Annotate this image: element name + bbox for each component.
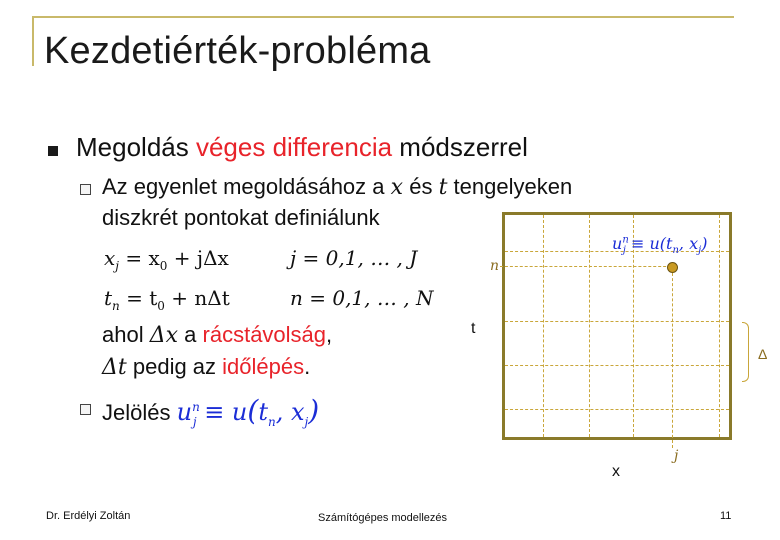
notation-label: Jelölés — [102, 400, 171, 425]
equation-tn: $t_n = t_0 + n\Delta t$ — [104, 286, 230, 313]
sub-bullet-box-icon-2 — [80, 404, 91, 415]
ahol-line: ahol Δx a rácstávolság, — [102, 322, 333, 348]
pedig-line: Δt pedig az időlépés. — [102, 354, 311, 380]
sub1-x-var: x — [390, 175, 404, 200]
title-frame-top — [32, 16, 734, 18]
bullet-main-suffix: módszerrel — [399, 132, 528, 162]
sub-bullet-line1 — [102, 174, 572, 200]
delta-brace — [742, 322, 749, 382]
footer-author: Dr. Erdélyi Zoltán — [46, 510, 131, 522]
x-axis-label: x — [612, 463, 620, 480]
n-label: n — [490, 258, 500, 274]
sub1-text-a: Az egyenlet megoldásához a — [102, 174, 385, 199]
footer-page-number: 11 — [720, 510, 732, 522]
sub-bullet-box-icon — [80, 184, 91, 195]
grid-point-marker — [667, 262, 678, 273]
sub-bullet-line2: diszkrét pontokat definiálunk — [102, 205, 380, 230]
title-frame-left — [32, 16, 34, 66]
equation-n-range: n = 0,1, … , N — [290, 286, 434, 310]
equation-xj: $x_j = x_0 + j\Delta x$ — [104, 246, 229, 273]
bullet-main — [76, 132, 528, 163]
t-axis-label: t — [471, 320, 476, 337]
grid-col-j — [672, 268, 673, 448]
slide-title: Kezdetiérték-probléma — [44, 30, 431, 72]
pedig-highlight: időlépés — [222, 354, 305, 379]
equation-j-range: j = 0,1, … , J — [290, 246, 418, 270]
footer-course: Számítógépes modellezés — [318, 512, 448, 524]
bullet-main-prefix: Megoldás — [76, 132, 189, 162]
notation-formula: $u^n_j \equiv u(t_n$, $x_j$) — [176, 394, 320, 429]
bullet-square-icon — [48, 146, 58, 156]
grid-row-n — [500, 266, 676, 267]
j-label: j — [674, 448, 679, 464]
sub1-text-c: tengelyeken — [453, 174, 573, 199]
grid-point-label: $u^n_j \equiv u(t_n$, $x_j$) — [612, 234, 708, 257]
sub1-text-b: és — [409, 174, 433, 199]
sub1-t-var: t — [438, 175, 448, 200]
notation-line — [102, 394, 319, 429]
delta-label: Δ — [758, 346, 768, 362]
ahol-highlight: rácstávolság — [202, 322, 327, 347]
bullet-main-highlight: véges differencia — [195, 132, 393, 162]
